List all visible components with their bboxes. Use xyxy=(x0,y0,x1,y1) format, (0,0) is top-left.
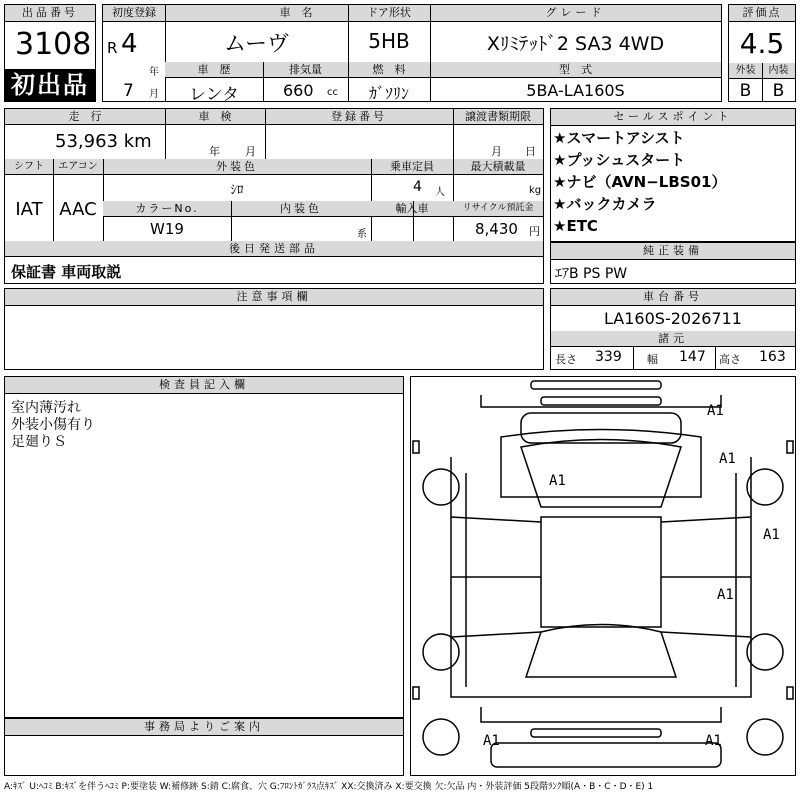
first-listing-badge: 初出品 xyxy=(5,69,95,102)
sales-point: ★ナビ（AVN−LBS01） xyxy=(553,173,727,191)
damage-mark: A1 xyxy=(483,733,500,749)
car-diagram xyxy=(411,377,795,775)
inspector-line: 外装小傷有り xyxy=(11,417,95,433)
width: 147 xyxy=(679,349,706,365)
reg-month: 7 xyxy=(123,81,134,101)
transfer-day-unit: 日 xyxy=(525,145,536,158)
notes-label: 注意事項欄 xyxy=(5,289,543,306)
details-box xyxy=(4,108,544,284)
fuel-label: 燃 料 xyxy=(372,63,406,76)
model-label: 型 式 xyxy=(559,63,592,76)
lot-box xyxy=(4,4,96,102)
int-color-label: 内装色 xyxy=(280,202,322,215)
insp-month-unit: 月 xyxy=(245,145,256,158)
exterior-color: ｼﾛ xyxy=(230,183,244,198)
air-conditioner: AAC xyxy=(59,199,97,220)
capacity-unit: 人 xyxy=(435,187,445,198)
car-name: ムーヴ xyxy=(224,32,289,57)
grade: Xﾘﾐﾃｯﾄﾞ2 SA3 4WD xyxy=(486,33,665,55)
inspection-label: 車 検 xyxy=(198,110,232,123)
history: レンタ xyxy=(189,85,239,105)
capacity-label: 乗車定員 xyxy=(390,160,434,173)
mileage: 53,963 km xyxy=(55,131,152,152)
capacity: 4 xyxy=(413,179,422,195)
ext-grade: B xyxy=(739,81,752,101)
office-label: 事務局よりご案内 xyxy=(5,719,403,736)
int-grade: B xyxy=(772,81,785,101)
inspector-line: 足廻りＳ xyxy=(11,434,67,450)
notes-box xyxy=(4,288,544,370)
color-no-label: カラーNo. xyxy=(135,202,199,215)
ext-label: 外装 xyxy=(735,65,756,76)
door-type: 5HB xyxy=(368,29,410,53)
equipment: ｴｱB PS PW xyxy=(555,266,628,282)
lot-label: 出品番号 xyxy=(5,5,95,22)
recycle-unit: 円 xyxy=(529,225,540,238)
car-diagram-box xyxy=(410,376,796,776)
vehicle-main-box xyxy=(102,4,722,105)
sales-point: ★スマートアシスト xyxy=(553,129,685,147)
legend: A:ｷｽﾞ U:ﾍｺﾐ B:ｷｽﾞを伴うﾍｺﾐ P:要塗装 W:補修跡 S:錆 C:腐食、穴 G:ﾌﾛﾝﾄｶﾞﾗｽ点ｷｽﾞ XX:交換済み X:要交換 欠:欠品 内・外装評価 5段階ﾗﾝｸ順(A・B・C・D・E) 1 xyxy=(4,782,654,792)
damage-mark: A1 xyxy=(707,403,724,419)
chassis-number: LA160S-2026711 xyxy=(604,309,742,328)
score-box xyxy=(728,4,796,102)
transfer-month-unit: 月 xyxy=(491,145,502,158)
inspector-box xyxy=(4,376,404,718)
month-unit: 月 xyxy=(149,89,159,100)
load-unit: kg xyxy=(529,185,542,196)
width-label: 幅 xyxy=(647,353,658,366)
shift-label: シフト xyxy=(14,161,44,172)
damage-mark: A1 xyxy=(763,527,780,543)
import-label: 輸入車 xyxy=(395,202,429,215)
damage-mark: A1 xyxy=(549,473,566,489)
insp-year-unit: 年 xyxy=(209,145,220,158)
disp-label: 排気量 xyxy=(289,63,322,76)
later-parts-label: 後日発送部品 xyxy=(229,242,319,255)
length: 339 xyxy=(595,349,622,365)
model-code: 5BA-LA160S xyxy=(526,81,625,100)
length-label: 長さ xyxy=(555,353,577,366)
inspector-line: 室内薄汚れ xyxy=(11,400,81,416)
damage-mark: A1 xyxy=(705,733,722,749)
damage-mark: A1 xyxy=(717,587,734,603)
office-box xyxy=(4,718,404,776)
fuel: ｶﾞｿﾘﾝ xyxy=(368,84,409,103)
color-label: 外装色 xyxy=(216,160,258,173)
int-label: 内装 xyxy=(768,65,789,76)
score-label: 評価点 xyxy=(729,5,795,22)
int-color-unit: 系 xyxy=(357,229,367,240)
reg-no-label: 登録番号 xyxy=(331,110,387,123)
sales-point: ★バックカメラ xyxy=(553,195,657,213)
history-label: 車 歴 xyxy=(197,63,231,76)
shift: IAT xyxy=(15,199,43,220)
load-label: 最大積載量 xyxy=(470,160,526,173)
score: 4.5 xyxy=(739,27,785,60)
door-label: ドア形状 xyxy=(367,6,411,19)
equipment-label: 純正装備 xyxy=(551,243,795,260)
recycle-fee: 8,430 xyxy=(475,220,518,238)
transfer-label: 譲渡書類期限 xyxy=(465,110,531,123)
height-label: 高さ xyxy=(719,353,741,366)
recycle-label: リサイクル預託金 xyxy=(462,203,534,213)
color-number: W19 xyxy=(150,220,184,238)
displacement: 660 xyxy=(283,81,314,100)
damage-mark: A1 xyxy=(719,451,736,467)
chassis-label: 車台番号 xyxy=(551,289,795,306)
sales-points-label: セールスポイント xyxy=(551,109,795,126)
height: 163 xyxy=(759,349,786,365)
later-parts: 保証書 車両取説 xyxy=(11,263,122,281)
ac-label: エアコン xyxy=(58,161,98,172)
grade-label: グレード xyxy=(545,6,606,19)
car-name-label: 車 名 xyxy=(279,6,313,19)
era: R xyxy=(107,39,118,57)
sales-point: ★ETC xyxy=(553,217,598,235)
sales-point: ★プッシュスタート xyxy=(553,151,686,169)
sales-points-box xyxy=(550,108,796,242)
inspector-label: 検査員記入欄 xyxy=(5,377,403,394)
first-reg-label: 初度登録 xyxy=(112,6,156,19)
equipment-box xyxy=(550,242,796,284)
chassis-box xyxy=(550,288,796,370)
mileage-label: 走 行 xyxy=(68,110,102,123)
disp-unit: cc xyxy=(327,87,338,98)
reg-year: 4 xyxy=(121,29,138,59)
spec-label: 諸元 xyxy=(658,332,688,345)
year-unit: 年 xyxy=(149,67,159,78)
lot-number: 3108 xyxy=(15,27,92,62)
